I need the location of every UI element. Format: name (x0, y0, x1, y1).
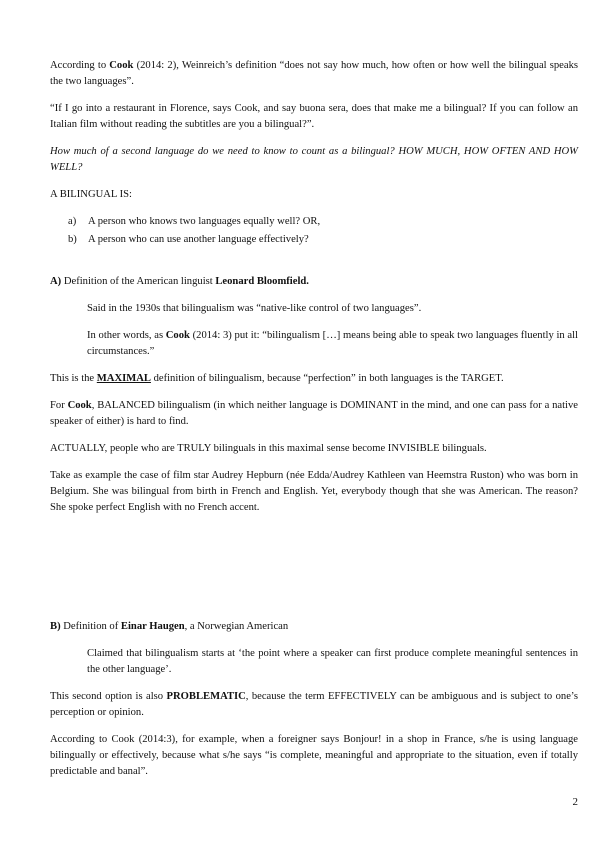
bold-text: Leonard Bloomfield. (215, 276, 309, 287)
paragraph-bilingual-is: A BILINGUAL IS: (50, 189, 132, 200)
paragraph-maximal (50, 371, 578, 387)
text: According to (50, 60, 110, 71)
paragraph-restaurant-quote: “If I go into a restaurant in Florence, says Cook, and say buona sera, does that make me a bilingual? If you can follow an Italian film without reading the subtitles are you a bilingual?”. (50, 103, 578, 130)
paragraph-problematic (50, 689, 578, 721)
bold-text: Cook (67, 400, 92, 411)
text: This second option is also (50, 691, 167, 702)
list-label: a) (68, 216, 77, 227)
text: definition of bilingualism, because “perfection” in both languages is the TARGET. (150, 373, 504, 384)
text: Definition of (60, 621, 121, 632)
section-letter: A) (50, 276, 62, 287)
list-item (68, 214, 578, 230)
list-item (68, 232, 578, 248)
section-a-heading (50, 274, 578, 290)
list-text: A person who knows two languages equally well? OR, (88, 216, 321, 227)
paragraph-question: How much of a second language do we need to know to count as a bilingual? HOW MUCH, HOW OFTEN AND HOW WELL? (50, 146, 578, 173)
definition-list (50, 214, 578, 248)
bold-text: PROBLEMATIC (166, 691, 246, 702)
text: Definition of the American linguist (61, 276, 216, 287)
text: For (50, 400, 68, 411)
document-page (50, 58, 578, 791)
text: In other words, as (87, 330, 166, 341)
indented-paragraph: Claimed that bilingualism starts at ‘the point where a speaker can first produce complete meaningful sentences in the other language’. (87, 648, 578, 675)
indented-paragraph (87, 328, 578, 360)
paragraph-bonjour: According to Cook (2014:3), for example, when a foreigner says Bonjour! in a shop in France, s/he is using language bilingually or effectively, because what s/he says “is complete, meaningful and appropriate to the situation, even if totally predictable and banal”. (50, 734, 578, 777)
text: , because the term EFFECTIVELY can be ambiguous and is subject to one’s perception or opinion. (50, 691, 578, 718)
paragraph-hepburn: Take as example the case of film star Audrey Hepburn (née Edda/Audrey Kathleen van Heemstra Ruston) who was born in Belgium. She was bilingual from birth in French and English. Yet, everybody though that she was American. The reason? She spoke perfect English with no French accent. (50, 470, 578, 513)
text: , a Norwegian American (184, 621, 289, 632)
text: (2014: 3) put it: “bilingualism […] means being able to speak two languages fluently in all circumstances.” (87, 330, 578, 357)
bold-text: Cook (165, 330, 190, 341)
text: This is the (50, 373, 97, 384)
section-b-heading (50, 619, 578, 635)
bold-text: Cook (109, 60, 134, 71)
blank-space (50, 527, 578, 619)
list-label: b) (68, 234, 77, 245)
section-letter: B) (50, 621, 61, 632)
text: , BALANCED bilingualism (in which neither language is DOMINANT in the mind, and one can pass for a native speaker of either) is hard to find. (50, 400, 578, 427)
paragraph-actually: ACTUALLY, people who are TRULY bilinguals in this maximal sense become INVISIBLE bilinguals. (50, 443, 487, 454)
bold-underlined-text: MAXIMAL (96, 373, 151, 384)
paragraph-cook-weinreich (50, 58, 578, 90)
list-text: A person who can use another language effectively? (88, 234, 309, 245)
bold-text: Einar Haugen (120, 621, 185, 632)
paragraph-balanced (50, 398, 578, 430)
indented-paragraph: Said in the 1930s that bilingualism was “native-like control of two languages”. (87, 303, 422, 314)
text: (2014: 2), Weinreich’s definition “does not say how much, how often or how well the bilingual speaks the two languages”. (50, 60, 578, 87)
page-number: 2 (572, 796, 578, 808)
